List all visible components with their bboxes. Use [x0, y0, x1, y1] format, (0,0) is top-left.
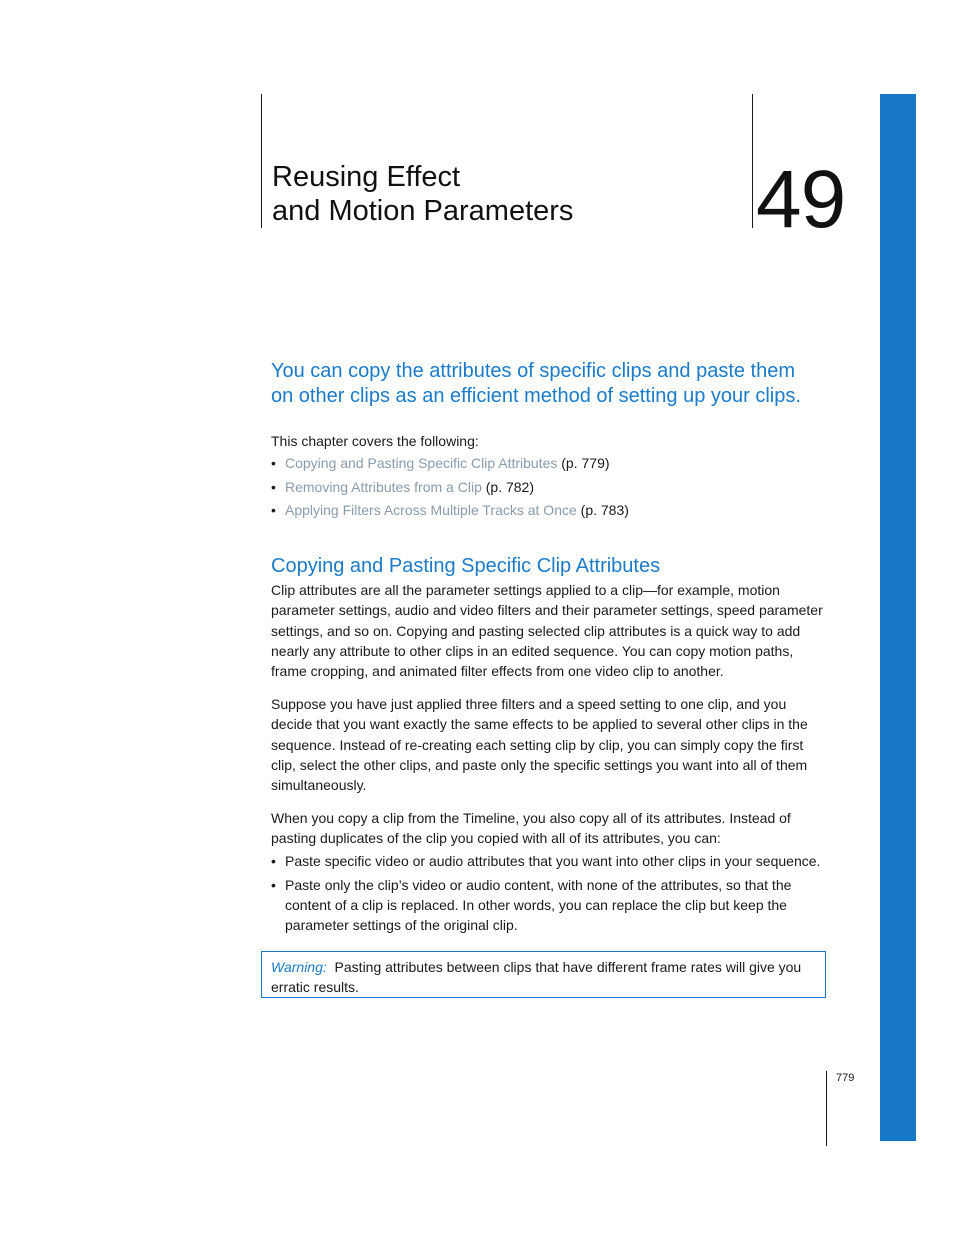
chapter-toc — [271, 453, 831, 524]
chapter-lead — [271, 359, 841, 409]
list-item — [271, 851, 831, 871]
toc-link-removing-attributes[interactable]: Removing Attributes from a Clip — [285, 478, 482, 495]
body-paragraph: Clip attributes are all the parameter settings applied to a clip—for example, motion parameter settings, audio and video filters and their parameter settings, speed parameter settings, and so on. Copying and pasting selected clip attributes is a quick way to add nearly any attribute to other clips in an edited sequence. You can copy motion paths, frame cropping, and animated filter effects from one video clip to another. — [271, 582, 823, 680]
list-item-text: Paste specific video or audio attributes that you want into other clips in your sequence. — [285, 853, 821, 869]
list-item-text: Paste only the clip’s video or audio content, with none of the attributes, so that the content of a clip is replaced. In other words, you can replace the clip but keep the parameter settings of the original clip. — [285, 876, 792, 934]
chapter-lead-line: You can copy the attributes of specific clips and paste them — [271, 360, 796, 382]
toc-page-ref: (p. 783) — [576, 502, 629, 518]
section-heading: Copying and Pasting Specific Clip Attributes — [271, 555, 661, 577]
bullet-marker: • — [271, 502, 276, 518]
page-number: 779 — [836, 1072, 855, 1084]
title-left-rule — [261, 94, 262, 228]
bullet-marker: • — [271, 853, 276, 869]
bullet-marker: • — [271, 876, 276, 893]
bullet-marker: • — [271, 455, 276, 471]
bullet-marker: • — [271, 478, 276, 495]
chapter-lead-line: on other clips as an efficient method of setting up your clips. — [271, 385, 801, 407]
intro-text: This chapter covers the following: — [271, 433, 479, 449]
chapter-title-line: Reusing Effect — [272, 161, 461, 193]
number-left-rule — [752, 94, 753, 228]
chapter-number: 49 — [756, 154, 846, 245]
list-item — [271, 875, 831, 936]
toc-page-ref: (p. 782) — [481, 478, 534, 495]
warning-text: Pasting attributes between clips that have different frame rates will give you erratic results. — [271, 959, 806, 996]
chapter-title — [272, 160, 732, 228]
toc-item — [271, 500, 831, 524]
toc-page-ref: (p. 779) — [557, 455, 610, 471]
page-number-rule — [826, 1071, 827, 1146]
toc-item — [271, 477, 831, 501]
warning-callout — [261, 951, 826, 998]
body-paragraph: When you copy a clip from the Timeline, you also copy all of its attributes. Instead of pasting duplicates of the clip you copied with all of its attributes, you can: — [271, 810, 791, 847]
warning-label: Warning: — [271, 959, 327, 975]
chapter-side-tab — [880, 94, 916, 1141]
toc-link-copying-pasting[interactable]: Copying and Pasting Specific Clip Attributes — [285, 455, 558, 471]
body-bullet-list — [271, 851, 831, 939]
body-paragraph: Suppose you have just applied three filters and a speed setting to one clip, and you decide that you want exactly the same effects to be applied to several other clips in the sequence. Instead of re-creating each setting clip by clip, you can simply copy the first clip, select the other clips, and paste only the specific settings you want into all of them simultaneously. — [271, 696, 808, 794]
toc-item — [271, 453, 831, 477]
chapter-title-line: and Motion Parameters — [272, 195, 574, 227]
toc-link-applying-filters[interactable]: Applying Filters Across Multiple Tracks at Once — [285, 502, 577, 518]
